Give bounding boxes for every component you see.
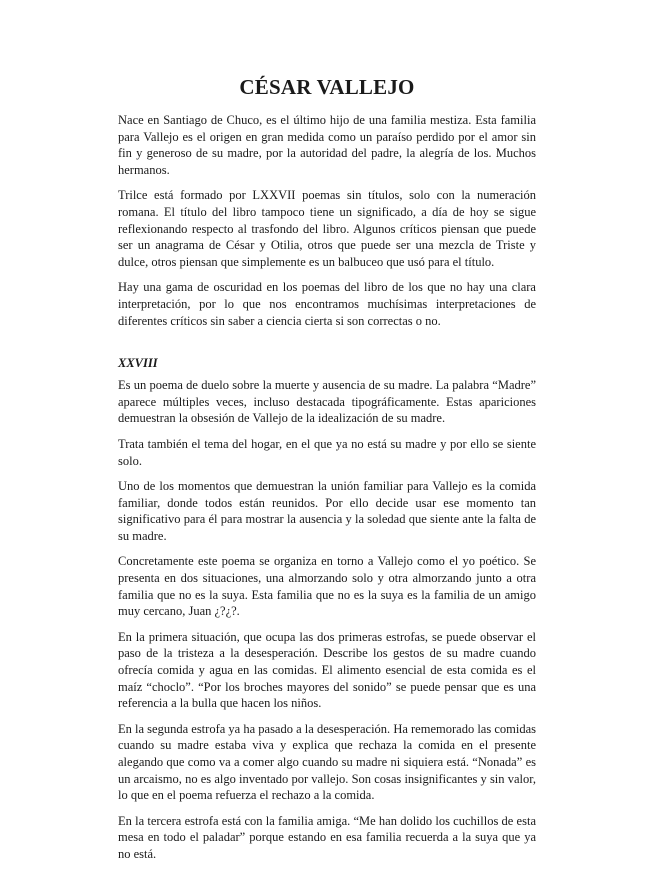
section-paragraph-1: Es un poema de duelo sobre la muerte y ausencia de su madre. La palabra “Madre” aparece múltiples veces, incluso destacada tipográficamente. Estas apariciones demuestran la obsesión de Vallejo de la idealización de su madre. [118, 378, 536, 426]
section-paragraph-4: Concretamente este poema se organiza en torno a Vallejo como el yo poético. Se presenta en dos situaciones, una almorzando solo y otra almorzando junto a otra familia que no es la suya. Esta familia que no es la suya es la familia de un amigo muy cercano, Juan ¿?¿?. [118, 554, 536, 619]
intro-paragraph-1: Nace en Santiago de Chuco, es el último hijo de una familia mestiza. Esta familia para Vallejo es el origen en gran medida como un paraíso perdido por el amor sin fin y generoso de su madre, por la autoridad del padre, la alegría de los. Muchos hermanos. [118, 113, 536, 177]
section-paragraph-5: En la primera situación, que ocupa las dos primeras estrofas, se puede observar el paso de la tristeza a la desesperación. Describe los gestos de su madre cuando ofrecía comida y agua en las comidas. El alimento esencial de esta comida es el maíz “choclo”. “Por los broches mayores del sonido” se puede pensar que es una referencia a la bulla que hacen los niños. [118, 629, 536, 711]
section-paragraph-6: En la segunda estrofa ya ha pasado a la desesperación. Ha rememorado las comidas cuando su madre estaba viva y explica que rechaza la comida en el presente alegando que como va a comer algo cuando su madre ni siquiera está. “Nonada” es un arcaismo, no es algo inventado por vallejo. Son cosas insignificantes y sin valor, lo que en el poema refuerza el rechazo a la comida. [118, 721, 536, 803]
intro-paragraph-2: Trilce está formado por LXXVII poemas sin títulos, solo con la numeración romana. El título del libro tampoco tiene un significado, a día de hoy se sigue reflexionando respecto al trasfondo del libro. Algunos críticos piensan que puede ser un anagrama de César y Otilia, otros que puede ser una mezcla de Triste y dulce, otros piensan que simplemente es un balbuceo que usó para el título. [118, 188, 536, 269]
section-paragraph-2: Trata también el tema del hogar, en el que ya no está su madre y por ello se siente solo. [118, 436, 536, 468]
intro-paragraph-3: Hay una gama de oscuridad en los poemas del libro de los que no hay una clara interpretación, por lo que nos encontramos muchísimas interpretaciones de diferentes críticos sin saber a ciencia cierta si son correctas o no. [118, 280, 536, 328]
section-paragraph-3: Uno de los momentos que demuestran la unión familiar para Vallejo es la comida familiar, donde todos están reunidos. Por ello decide usar ese momento tan significativo para él para mostrar la ausencia y la soledad que siente ante la falta de su madre. [118, 479, 536, 543]
section-heading: XXVIII [118, 356, 158, 371]
section-paragraph-7: En la tercera estrofa está con la familia amiga. “Me han dolido los cuchillos de esta mesa en todo el paladar” porque estando en esa familia recuerda a la suya que ya no está. [118, 813, 536, 861]
document-page [118, 74, 536, 872]
document-title: CÉSAR VALLEJO [239, 75, 415, 99]
